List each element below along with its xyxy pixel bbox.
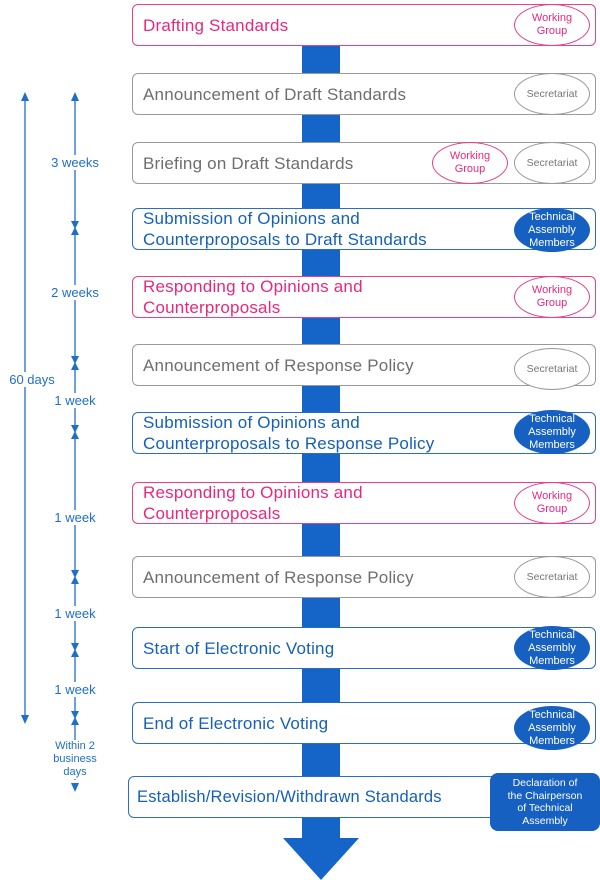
badge-line: Technical <box>529 412 575 425</box>
badge-line: the Chairperson <box>507 789 583 802</box>
duration-label-7-line3: days <box>63 766 87 778</box>
technical-assembly-members-badge <box>514 706 590 750</box>
step-label: Announcement of Draft Standards <box>143 84 407 104</box>
step-label: Drafting Standards <box>143 15 289 35</box>
step-label: End of Electronic Voting <box>143 713 329 733</box>
badge-line: Technical <box>529 210 575 223</box>
process-flow-arrowhead <box>283 838 359 880</box>
badge-line: Working <box>531 284 573 296</box>
duration-label-6: 1 week <box>35 682 115 697</box>
badge-line: Declaration of <box>512 777 578 789</box>
badge-line: Working <box>531 12 573 24</box>
badge-line: Working <box>449 150 491 162</box>
step-label-line1: Responding to Opinions and <box>143 277 363 296</box>
badge-line: Members <box>529 654 575 667</box>
step-label <box>143 413 434 453</box>
step-label-line2: Counterproposals to Response Policy <box>143 434 435 453</box>
duration-label-7-line2: business <box>53 753 97 765</box>
badge-line: Group <box>536 25 568 37</box>
badge-line: Assembly <box>528 223 576 236</box>
secretariat-badge: Secretariat <box>514 73 590 115</box>
step-label-line2: Counterproposals <box>143 504 281 523</box>
chairperson-declaration-badge <box>490 773 600 831</box>
duration-label-5: 1 week <box>35 606 115 621</box>
badge-line: Group <box>536 503 568 515</box>
badge-line: Assembly <box>528 641 576 654</box>
step-label-line2: Counterproposals <box>143 298 281 317</box>
badge-line: Members <box>529 438 575 451</box>
step-label <box>143 209 427 249</box>
badge-line: Assembly <box>528 425 576 438</box>
badge-line: Assembly <box>528 721 576 734</box>
badge-line: Members <box>529 236 575 249</box>
badge-line: Group <box>454 163 486 175</box>
duration-label-7 <box>40 740 110 779</box>
badge-line: Technical <box>529 628 575 641</box>
technical-assembly-members-badge <box>514 626 590 670</box>
step-label-line1: Responding to Opinions and <box>143 483 363 502</box>
step-label: Start of Electronic Voting <box>143 638 335 658</box>
secretariat-badge: Secretariat <box>514 142 590 184</box>
badge-line: of Technical <box>517 802 573 814</box>
step-label-line1: Submission of Opinions and <box>143 413 360 432</box>
duration-label-1: 3 weeks <box>35 155 115 170</box>
badge-line: Group <box>536 297 568 309</box>
total-duration-label: 60 days <box>2 372 62 387</box>
duration-label-7-line1: Within 2 <box>55 740 95 752</box>
duration-label-2: 2 weeks <box>35 285 115 300</box>
working-group-badge <box>514 4 590 46</box>
working-group-badge <box>514 276 590 318</box>
badge-line: Technical <box>529 708 575 721</box>
duration-label-4: 1 week <box>35 510 115 525</box>
working-group-badge <box>432 142 508 184</box>
step-label: Announcement of Response Policy <box>143 567 414 587</box>
secretariat-badge: Secretariat <box>514 556 590 598</box>
step-label-line1: Submission of Opinions and <box>143 209 360 228</box>
step-label: Briefing on Draft Standards <box>143 153 354 173</box>
technical-assembly-members-badge <box>514 410 590 454</box>
step-label: Announcement of Response Policy <box>143 355 414 375</box>
working-group-badge <box>514 482 590 524</box>
badge-line: Members <box>529 734 575 747</box>
step-establish-revision-withdrawn <box>128 776 498 818</box>
step-label-line2: Counterproposals to Draft Standards <box>143 230 427 249</box>
step-label <box>143 483 363 523</box>
duration-label-3: 1 week <box>35 393 115 408</box>
secretariat-badge: Secretariat <box>514 348 590 390</box>
badge-line: Assembly <box>522 814 568 827</box>
step-label <box>143 277 363 317</box>
technical-assembly-members-badge <box>514 208 590 252</box>
step-label: Establish/Revision/Withdrawn Standards <box>137 787 442 806</box>
badge-line: Working <box>531 490 573 502</box>
